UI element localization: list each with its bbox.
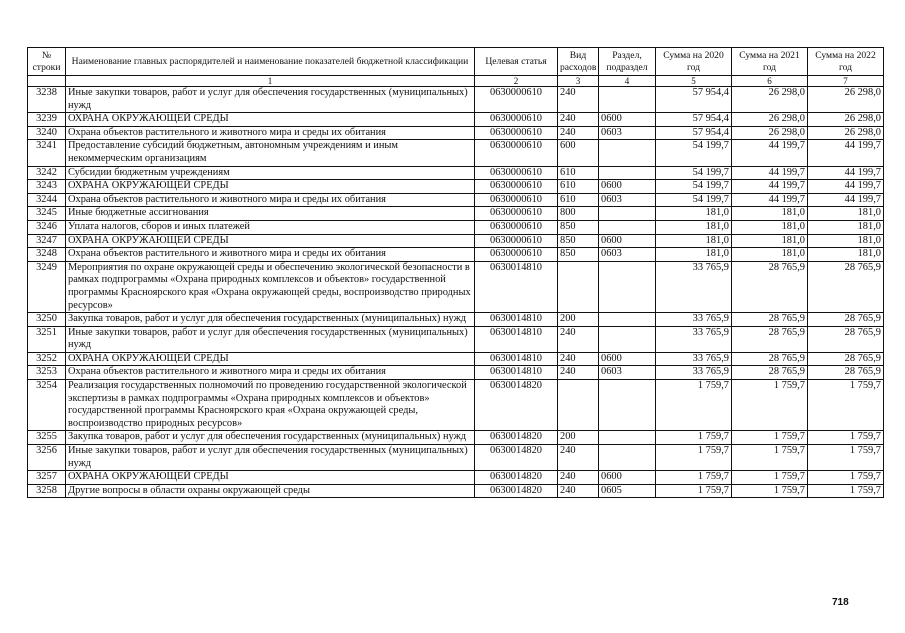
name-cell: Иные бюджетные ассигнования	[66, 207, 475, 221]
table-body	[28, 87, 884, 498]
target-article-cell: 0630000610	[475, 113, 558, 127]
row-number-cell: 3257	[28, 471, 66, 485]
table-row	[28, 207, 884, 221]
sum-2022-cell: 181,0	[808, 234, 884, 248]
row-number-cell: 3251	[28, 326, 66, 352]
expense-type-cell: 200	[558, 313, 599, 327]
sum-2020-cell: 181,0	[656, 234, 732, 248]
target-article-cell: 0630014810	[475, 352, 558, 366]
name-cell: ОХРАНА ОКРУЖАЮЩЕЙ СРЕДЫ	[66, 471, 475, 485]
row-number-cell: 3249	[28, 261, 66, 312]
sum-2020-cell: 57 954,4	[656, 87, 732, 113]
sum-2022-cell: 181,0	[808, 220, 884, 234]
table-row	[28, 220, 884, 234]
sum-2020-cell: 1 759,7	[656, 431, 732, 445]
sum-2022-cell: 1 759,7	[808, 471, 884, 485]
sum-2021-cell: 44 199,7	[732, 193, 808, 207]
row-number-cell: 3250	[28, 313, 66, 327]
sum-2022-cell: 181,0	[808, 207, 884, 221]
sum-2021-cell: 28 765,9	[732, 352, 808, 366]
expense-type-cell: 610	[558, 180, 599, 194]
name-cell: Мероприятия по охране окружающей среды и обеспечению экологической безопасности в рамках подпрограммы «Охрана природных комплексов и объектов» государственной программы Красноярского края «Охрана окружающей среды, воспроизводство природных ресурсов»	[66, 261, 475, 312]
table-row	[28, 484, 884, 498]
section-cell	[599, 313, 656, 327]
table-row	[28, 352, 884, 366]
row-number-cell: 3258	[28, 484, 66, 498]
sum-2021-cell: 181,0	[732, 220, 808, 234]
name-cell: Предоставление субсидий бюджетным, автономным учреждениям и иным некоммерческим организациям	[66, 140, 475, 166]
sum-2021-cell: 26 298,0	[732, 87, 808, 113]
section-cell: 0600	[599, 113, 656, 127]
row-number-cell: 3243	[28, 180, 66, 194]
sum-2021-cell: 181,0	[732, 207, 808, 221]
section-cell: 0600	[599, 234, 656, 248]
section-cell	[599, 220, 656, 234]
sum-2020-cell: 54 199,7	[656, 140, 732, 166]
sum-2021-cell: 44 199,7	[732, 166, 808, 180]
expense-type-cell	[558, 261, 599, 312]
sum-2021-cell: 181,0	[732, 248, 808, 262]
column-number: 6	[732, 76, 808, 87]
sum-2020-cell: 181,0	[656, 248, 732, 262]
target-article-cell: 0630000610	[475, 126, 558, 140]
table-row	[28, 445, 884, 471]
section-cell: 0603	[599, 126, 656, 140]
sum-2022-cell: 44 199,7	[808, 140, 884, 166]
expense-type-cell: 240	[558, 113, 599, 127]
section-cell	[599, 166, 656, 180]
section-cell	[599, 431, 656, 445]
table-row	[28, 87, 884, 113]
sum-2020-cell: 181,0	[656, 207, 732, 221]
name-cell: Охрана объектов растительного и животного мира и среды их обитания	[66, 248, 475, 262]
sum-2022-cell: 44 199,7	[808, 180, 884, 194]
sum-2022-cell: 26 298,0	[808, 113, 884, 127]
sum-2020-cell: 33 765,9	[656, 366, 732, 380]
target-article-cell: 0630000610	[475, 87, 558, 113]
sum-2021-cell: 26 298,0	[732, 126, 808, 140]
name-cell: ОХРАНА ОКРУЖАЮЩЕЙ СРЕДЫ	[66, 180, 475, 194]
section-cell	[599, 380, 656, 431]
expense-type-cell: 240	[558, 366, 599, 380]
table-row	[28, 366, 884, 380]
table-row	[28, 313, 884, 327]
header-row-number: № строки	[28, 48, 66, 76]
table-row	[28, 193, 884, 207]
table-row	[28, 261, 884, 312]
sum-2021-cell: 1 759,7	[732, 484, 808, 498]
header-sum-2022: Сумма на 2022 год	[808, 48, 884, 76]
section-cell: 0605	[599, 484, 656, 498]
expense-type-cell: 240	[558, 326, 599, 352]
name-cell: ОХРАНА ОКРУЖАЮЩЕЙ СРЕДЫ	[66, 113, 475, 127]
table-row	[28, 248, 884, 262]
sum-2022-cell: 28 765,9	[808, 352, 884, 366]
column-number-row	[28, 76, 884, 87]
target-article-cell: 0630000610	[475, 193, 558, 207]
table-row	[28, 126, 884, 140]
expense-type-cell: 600	[558, 140, 599, 166]
name-cell: Охрана объектов растительного и животного мира и среды их обитания	[66, 193, 475, 207]
sum-2022-cell: 26 298,0	[808, 126, 884, 140]
header-target-article: Целевая статья	[475, 48, 558, 76]
target-article-cell: 0630014810	[475, 261, 558, 312]
header-sum-2020: Сумма на 2020 год	[656, 48, 732, 76]
section-cell	[599, 140, 656, 166]
table-row	[28, 180, 884, 194]
target-article-cell: 0630000610	[475, 220, 558, 234]
page-number: 718	[832, 597, 849, 608]
column-number	[28, 76, 66, 87]
sum-2022-cell: 28 765,9	[808, 261, 884, 312]
column-number: 1	[66, 76, 475, 87]
sum-2020-cell: 54 199,7	[656, 193, 732, 207]
sum-2021-cell: 28 765,9	[732, 313, 808, 327]
expense-type-cell: 610	[558, 166, 599, 180]
column-number: 2	[475, 76, 558, 87]
budget-table	[27, 47, 884, 498]
sum-2021-cell: 181,0	[732, 234, 808, 248]
table-row	[28, 431, 884, 445]
section-cell	[599, 87, 656, 113]
section-cell	[599, 207, 656, 221]
row-number-cell: 3239	[28, 113, 66, 127]
expense-type-cell: 200	[558, 431, 599, 445]
sum-2022-cell: 28 765,9	[808, 326, 884, 352]
expense-type-cell: 850	[558, 220, 599, 234]
expense-type-cell: 240	[558, 126, 599, 140]
section-cell	[599, 445, 656, 471]
column-number: 5	[656, 76, 732, 87]
name-cell: Иные закупки товаров, работ и услуг для обеспечения государственных (муниципальных) нужд	[66, 326, 475, 352]
target-article-cell: 0630014810	[475, 366, 558, 380]
sum-2020-cell: 33 765,9	[656, 326, 732, 352]
name-cell: Охрана объектов растительного и животного мира и среды их обитания	[66, 366, 475, 380]
column-number: 7	[808, 76, 884, 87]
section-cell: 0600	[599, 352, 656, 366]
sum-2022-cell: 28 765,9	[808, 366, 884, 380]
row-number-cell: 3245	[28, 207, 66, 221]
row-number-cell: 3252	[28, 352, 66, 366]
target-article-cell: 0630000610	[475, 207, 558, 221]
row-number-cell: 3255	[28, 431, 66, 445]
target-article-cell: 0630014820	[475, 471, 558, 485]
sum-2020-cell: 57 954,4	[656, 126, 732, 140]
sum-2020-cell: 33 765,9	[656, 313, 732, 327]
name-cell: Закупка товаров, работ и услуг для обеспечения государственных (муниципальных) нужд	[66, 431, 475, 445]
sum-2020-cell: 33 765,9	[656, 352, 732, 366]
sum-2022-cell: 28 765,9	[808, 313, 884, 327]
target-article-cell: 0630014820	[475, 380, 558, 431]
name-cell: ОХРАНА ОКРУЖАЮЩЕЙ СРЕДЫ	[66, 352, 475, 366]
sum-2022-cell: 44 199,7	[808, 193, 884, 207]
section-cell: 0603	[599, 193, 656, 207]
target-article-cell: 0630014820	[475, 445, 558, 471]
sum-2021-cell: 1 759,7	[732, 431, 808, 445]
expense-type-cell: 610	[558, 193, 599, 207]
sum-2022-cell: 26 298,0	[808, 87, 884, 113]
section-cell: 0600	[599, 180, 656, 194]
target-article-cell: 0630000610	[475, 234, 558, 248]
sum-2021-cell: 1 759,7	[732, 445, 808, 471]
name-cell: Иные закупки товаров, работ и услуг для обеспечения государственных (муниципальных) нужд	[66, 87, 475, 113]
sum-2021-cell: 28 765,9	[732, 261, 808, 312]
name-cell: Реализация государственных полномочий по проведению государственной экологической экспертизы в рамках подпрограммы «Охрана природных комплексов и объектов» государственной программы Красноярского края «Охрана окружающей среды, воспроизводство природных ресурсов»	[66, 380, 475, 431]
expense-type-cell: 240	[558, 87, 599, 113]
expense-type-cell: 240	[558, 484, 599, 498]
header-expense-type: Вид расходов	[558, 48, 599, 76]
sum-2022-cell: 181,0	[808, 248, 884, 262]
name-cell: Охрана объектов растительного и животного мира и среды их обитания	[66, 126, 475, 140]
sum-2020-cell: 54 199,7	[656, 166, 732, 180]
name-cell: Закупка товаров, работ и услуг для обеспечения государственных (муниципальных) нужд	[66, 313, 475, 327]
row-number-cell: 3253	[28, 366, 66, 380]
table-row	[28, 234, 884, 248]
table-row	[28, 166, 884, 180]
sum-2021-cell: 1 759,7	[732, 471, 808, 485]
sum-2022-cell: 1 759,7	[808, 484, 884, 498]
target-article-cell: 0630014820	[475, 484, 558, 498]
target-article-cell: 0630000610	[475, 140, 558, 166]
row-number-cell: 3246	[28, 220, 66, 234]
expense-type-cell: 800	[558, 207, 599, 221]
sum-2020-cell: 57 954,4	[656, 113, 732, 127]
target-article-cell: 0630014810	[475, 313, 558, 327]
section-cell: 0603	[599, 248, 656, 262]
expense-type-cell: 240	[558, 445, 599, 471]
row-number-cell: 3242	[28, 166, 66, 180]
section-cell	[599, 261, 656, 312]
column-number: 3	[558, 76, 599, 87]
sum-2022-cell: 1 759,7	[808, 445, 884, 471]
name-cell: Уплата налогов, сборов и иных платежей	[66, 220, 475, 234]
table-row	[28, 140, 884, 166]
sum-2021-cell: 28 765,9	[732, 366, 808, 380]
name-cell: Другие вопросы в области охраны окружающей среды	[66, 484, 475, 498]
sum-2021-cell: 44 199,7	[732, 140, 808, 166]
table-header-row	[28, 48, 884, 76]
target-article-cell: 0630000610	[475, 248, 558, 262]
sum-2021-cell: 1 759,7	[732, 380, 808, 431]
sum-2020-cell: 33 765,9	[656, 261, 732, 312]
row-number-cell: 3238	[28, 87, 66, 113]
name-cell: Субсидии бюджетным учреждениям	[66, 166, 475, 180]
sum-2020-cell: 54 199,7	[656, 180, 732, 194]
target-article-cell: 0630014820	[475, 431, 558, 445]
row-number-cell: 3248	[28, 248, 66, 262]
table-row	[28, 326, 884, 352]
sum-2020-cell: 181,0	[656, 220, 732, 234]
header-section: Раздел, подраздел	[599, 48, 656, 76]
row-number-cell: 3256	[28, 445, 66, 471]
expense-type-cell: 850	[558, 234, 599, 248]
row-number-cell: 3240	[28, 126, 66, 140]
sum-2021-cell: 26 298,0	[732, 113, 808, 127]
row-number-cell: 3254	[28, 380, 66, 431]
table-row	[28, 380, 884, 431]
target-article-cell: 0630000610	[475, 166, 558, 180]
name-cell: Иные закупки товаров, работ и услуг для обеспечения государственных (муниципальных) нужд	[66, 445, 475, 471]
section-cell	[599, 326, 656, 352]
sum-2022-cell: 1 759,7	[808, 380, 884, 431]
table-row	[28, 113, 884, 127]
sum-2020-cell: 1 759,7	[656, 471, 732, 485]
row-number-cell: 3244	[28, 193, 66, 207]
expense-type-cell	[558, 380, 599, 431]
column-number: 4	[599, 76, 656, 87]
expense-type-cell: 240	[558, 471, 599, 485]
sum-2021-cell: 28 765,9	[732, 326, 808, 352]
header-name: Наименование главных распорядителей и наименование показателей бюджетной классификации	[66, 48, 475, 76]
header-sum-2021: Сумма на 2021 год	[732, 48, 808, 76]
expense-type-cell: 850	[558, 248, 599, 262]
section-cell: 0600	[599, 471, 656, 485]
sum-2022-cell: 44 199,7	[808, 166, 884, 180]
target-article-cell: 0630014810	[475, 326, 558, 352]
row-number-cell: 3247	[28, 234, 66, 248]
expense-type-cell: 240	[558, 352, 599, 366]
row-number-cell: 3241	[28, 140, 66, 166]
sum-2020-cell: 1 759,7	[656, 380, 732, 431]
sum-2020-cell: 1 759,7	[656, 445, 732, 471]
sum-2022-cell: 1 759,7	[808, 431, 884, 445]
sum-2020-cell: 1 759,7	[656, 484, 732, 498]
name-cell: ОХРАНА ОКРУЖАЮЩЕЙ СРЕДЫ	[66, 234, 475, 248]
section-cell: 0603	[599, 366, 656, 380]
sum-2021-cell: 44 199,7	[732, 180, 808, 194]
table-row	[28, 471, 884, 485]
target-article-cell: 0630000610	[475, 180, 558, 194]
